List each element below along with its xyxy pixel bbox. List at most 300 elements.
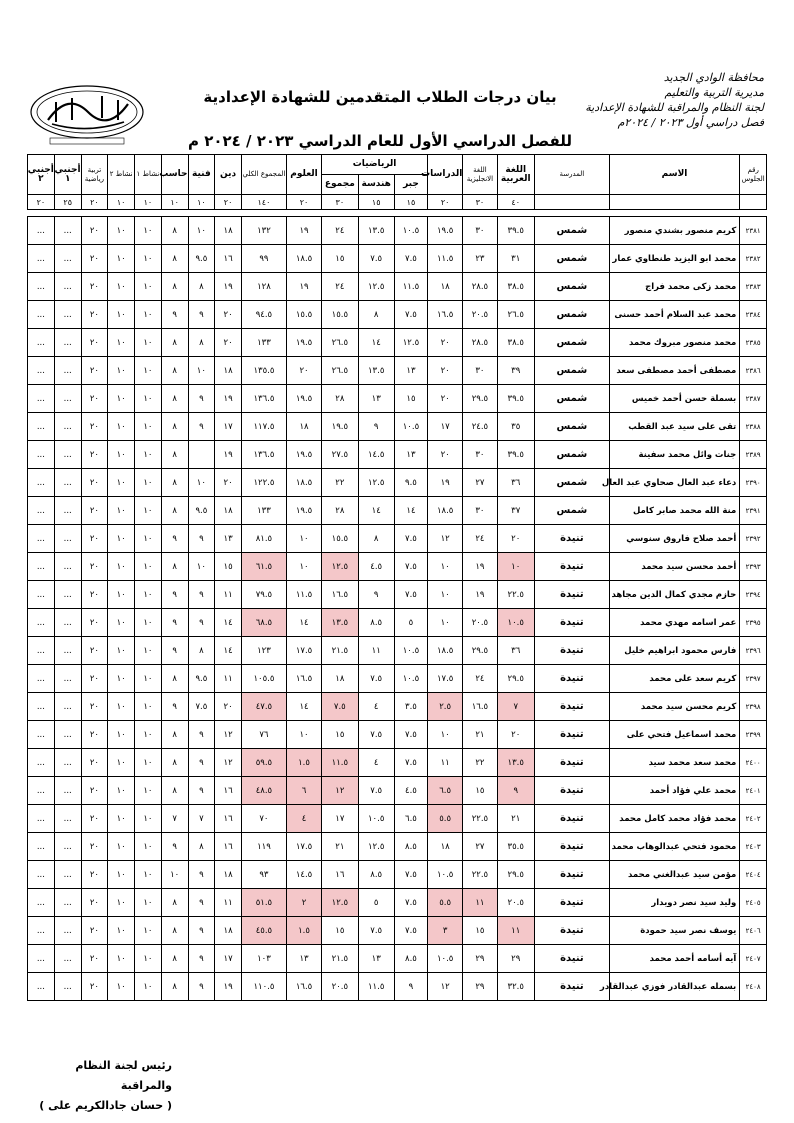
score-cell: ١٠ [135, 805, 162, 833]
score-cell: ... [54, 553, 81, 581]
seat-number-cell: ٢٣٩٨ [740, 693, 767, 721]
score-cell: ١٥ [322, 721, 358, 749]
table-row [28, 805, 767, 833]
table-row [28, 833, 767, 861]
score-cell: ١٦.٥ [286, 973, 321, 1001]
score-cell: ٨ [161, 441, 188, 469]
score-cell: ٢٨ [322, 385, 358, 413]
score-cell: ١٣ [286, 945, 321, 973]
score-cell: ... [28, 693, 55, 721]
student-name-cell: كريم منصور بشندي منصور [609, 217, 739, 245]
score-cell: ١٢.٥ [358, 273, 394, 301]
score-cell: ١٩ [215, 973, 242, 1001]
score-cell: ٧٦ [241, 721, 286, 749]
score-cell: ٢١ [463, 721, 497, 749]
header-math: الرياضيات [322, 155, 428, 175]
student-name-cell: دعاء عبد العال صحاوي عبد العال [609, 469, 739, 497]
score-cell: ٧.٥ [394, 861, 427, 889]
score-cell: ٢٤ [322, 217, 358, 245]
max-score-cell: ٢٠ [28, 195, 55, 210]
score-cell: ... [54, 245, 81, 273]
header-gap [28, 210, 767, 217]
school-cell: تنيدة [534, 973, 609, 1001]
score-cell: ... [54, 721, 81, 749]
score-cell: ٦ [286, 777, 321, 805]
student-name-cell: مؤمن سيد عبدالغني محمد [609, 861, 739, 889]
score-cell: ١٠ [135, 721, 162, 749]
seat-number-cell: ٢٣٩٧ [740, 665, 767, 693]
score-cell: ١٠ [108, 469, 135, 497]
table-row [28, 301, 767, 329]
score-cell: ١١.٥ [394, 273, 427, 301]
score-cell: ١٠ [108, 497, 135, 525]
score-cell: ٩ [188, 945, 215, 973]
score-cell: ٩ [358, 581, 394, 609]
score-cell: ١٠ [135, 329, 162, 357]
score-cell: ١٠ [108, 525, 135, 553]
term-text: فصل دراسي أول ٢٠٢٣ / ٢٠٢٤م [617, 116, 764, 129]
score-cell: ٨ [161, 973, 188, 1001]
score-cell: ٣٦ [497, 469, 534, 497]
header-foreign2: أجنبي ٢ [28, 155, 55, 195]
score-cell: ١٥ [463, 917, 497, 945]
score-cell: ٢٩.٥ [463, 637, 497, 665]
score-cell: ٩ [358, 413, 394, 441]
score-cell: ١١٧.٥ [241, 413, 286, 441]
score-cell: ... [54, 413, 81, 441]
score-cell: ١٤ [394, 497, 427, 525]
student-name-cell: محمد ابو اليزيد طنطاوي عمار [609, 245, 739, 273]
score-cell: ١٨ [215, 217, 242, 245]
table-row [28, 329, 767, 357]
score-cell: ٧٩.٥ [241, 581, 286, 609]
score-cell: ٥١.٥ [241, 889, 286, 917]
score-cell: ١٠ [135, 217, 162, 245]
score-cell: ٢٠ [81, 217, 108, 245]
score-cell: ٣٠ [463, 497, 497, 525]
score-cell: ١٨ [215, 357, 242, 385]
score-cell: ١٠ [108, 861, 135, 889]
score-cell: ١٠ [108, 357, 135, 385]
score-cell: ٢٢ [463, 749, 497, 777]
school-cell: تنيدة [534, 553, 609, 581]
score-cell: ٢٠ [81, 357, 108, 385]
score-cell: ٢٠ [81, 329, 108, 357]
score-cell: ١٠ [135, 245, 162, 273]
score-cell: ٥ [358, 889, 394, 917]
score-cell: ١٠ [497, 553, 534, 581]
score-cell: ٢٠ [81, 721, 108, 749]
score-cell: ١٠ [108, 665, 135, 693]
score-cell: ١٠ [135, 553, 162, 581]
score-cell: ١٩.٥ [286, 441, 321, 469]
score-cell: ٢٨ [322, 497, 358, 525]
score-cell: ٧ [188, 805, 215, 833]
header-name: الاسم [609, 155, 739, 195]
score-cell: ٧.٥ [358, 721, 394, 749]
score-cell: ٢٠ [81, 469, 108, 497]
score-cell: ٧.٥ [358, 665, 394, 693]
table-row [28, 357, 767, 385]
score-cell: ... [28, 245, 55, 273]
score-cell: ١٠ [135, 749, 162, 777]
score-cell: ٩ [188, 385, 215, 413]
school-cell: تنيدة [534, 889, 609, 917]
score-cell: ١١ [497, 917, 534, 945]
score-cell: ١٠ [108, 301, 135, 329]
score-cell: ٢٩ [497, 945, 534, 973]
score-cell: ١٠ [135, 777, 162, 805]
score-cell: ٧.٥ [358, 245, 394, 273]
score-cell: ١٠ [188, 357, 215, 385]
score-cell: ... [54, 665, 81, 693]
student-name-cell: فارس محمود ابراهيم خليل [609, 637, 739, 665]
seat-number-cell: ٢٣٨٤ [740, 301, 767, 329]
score-cell: ٩ [188, 861, 215, 889]
score-cell: ٨.٥ [394, 945, 427, 973]
score-cell: ١٩.٥ [322, 413, 358, 441]
score-cell: ١٨ [215, 917, 242, 945]
score-cell: ٩ [188, 609, 215, 637]
score-cell: ١٤ [286, 693, 321, 721]
score-cell: ٤ [358, 749, 394, 777]
school-cell: شمس [534, 273, 609, 301]
header-school: المدرسة [534, 155, 609, 195]
header-science: العلوم [286, 155, 321, 195]
score-cell: ٤.٥ [358, 553, 394, 581]
student-name-cell: حازم مجدي كمال الدين مجاهد [609, 581, 739, 609]
score-cell: ١٥.٥ [322, 301, 358, 329]
score-cell: ١٧.٥ [286, 637, 321, 665]
score-cell: ١٦ [215, 833, 242, 861]
score-cell: ٢٠ [81, 861, 108, 889]
score-cell: ١١ [463, 889, 497, 917]
score-cell: ١٧.٥ [428, 665, 463, 693]
seat-number-cell: ٢٣٩٦ [740, 637, 767, 665]
school-cell: تنيدة [534, 917, 609, 945]
directorate-text: مديرية التربية والتعليم [664, 86, 764, 99]
seat-number-cell: ٢٣٩٠ [740, 469, 767, 497]
score-cell: ١٠ [135, 469, 162, 497]
score-cell: ١٩ [428, 469, 463, 497]
score-cell: ١٢ [428, 525, 463, 553]
score-cell: ١٠ [108, 329, 135, 357]
score-cell: ٨.٥ [394, 833, 427, 861]
header-foreign1: أجنبي ١ [54, 155, 81, 195]
seat-number-cell: ٢٣٩٥ [740, 609, 767, 637]
score-cell: ١٣٦.٥ [241, 385, 286, 413]
score-cell: ١٠ [428, 721, 463, 749]
student-name-cell: محمد فؤاد محمد كامل محمد [609, 805, 739, 833]
score-cell: ١٠ [135, 525, 162, 553]
student-name-cell: كريم محسن سيد محمد [609, 693, 739, 721]
score-cell: ١٤ [215, 609, 242, 637]
score-cell: ٢٢.٥ [463, 861, 497, 889]
score-cell: ١٣٣ [241, 497, 286, 525]
score-cell: ١٠ [108, 273, 135, 301]
score-cell: ... [54, 385, 81, 413]
score-cell: ... [28, 525, 55, 553]
score-cell: ٨ [161, 749, 188, 777]
school-cell: تنيدة [534, 581, 609, 609]
score-cell: ٥ [394, 609, 427, 637]
score-cell: ١٠ [108, 441, 135, 469]
score-cell: ٩٤.٥ [241, 301, 286, 329]
score-cell: ٥.٥ [428, 889, 463, 917]
committee-text: لجنة النظام والمراقبة للشهادة الإعدادية [585, 101, 764, 114]
score-cell: ١٢٣ [241, 637, 286, 665]
score-cell: ٢٠ [81, 637, 108, 665]
score-cell: ١٨ [215, 497, 242, 525]
score-cell: ... [54, 609, 81, 637]
score-cell: ٢٩ [463, 945, 497, 973]
header-religion: دين [215, 155, 242, 195]
header-geometry: هندسة [358, 175, 394, 195]
seat-number-cell: ٢٤٠٣ [740, 833, 767, 861]
school-cell: تنيدة [534, 721, 609, 749]
score-cell: ١٠ [135, 609, 162, 637]
score-cell: ... [54, 861, 81, 889]
score-cell: ١٤.٥ [286, 861, 321, 889]
score-cell: ٢٠ [81, 693, 108, 721]
score-cell: ١٢ [428, 973, 463, 1001]
score-cell: ٨ [188, 329, 215, 357]
school-cell: تنيدة [534, 693, 609, 721]
score-cell: ١٢ [215, 749, 242, 777]
score-cell: ... [54, 497, 81, 525]
header-math-total: مجموع [322, 175, 358, 195]
score-cell: ٢٠ [81, 609, 108, 637]
student-name-cell: محمد منصور مبروك محمد [609, 329, 739, 357]
score-cell: ١٠ [135, 889, 162, 917]
score-cell: ... [54, 301, 81, 329]
signature-block [22, 1056, 172, 1116]
table-row [28, 917, 767, 945]
score-cell: ١٥.٥ [286, 301, 321, 329]
score-cell: ١٣٥.٥ [241, 357, 286, 385]
score-cell: ... [28, 665, 55, 693]
score-cell: ... [54, 637, 81, 665]
score-cell: ٢٠ [81, 917, 108, 945]
score-cell: ١١.٥ [286, 581, 321, 609]
score-cell: ٤ [358, 693, 394, 721]
score-cell: ١٩ [463, 553, 497, 581]
score-cell: ١٠٥.٥ [241, 665, 286, 693]
score-cell: ... [28, 749, 55, 777]
max-school [534, 195, 609, 210]
score-cell: ٨ [161, 917, 188, 945]
score-cell: ٢٠ [81, 889, 108, 917]
score-cell: ١٨.٥ [286, 245, 321, 273]
score-cell: ١١.٥ [322, 749, 358, 777]
score-cell: ٩ [188, 413, 215, 441]
student-name-cell: عمر اسامه مهدي محمد [609, 609, 739, 637]
score-cell: ٢٠ [286, 357, 321, 385]
score-cell: ... [54, 805, 81, 833]
score-cell: ١٢.٥ [358, 833, 394, 861]
score-cell: ٧.٥ [394, 525, 427, 553]
score-cell: ... [54, 889, 81, 917]
table-row [28, 609, 767, 637]
score-cell: ٤٥.٥ [241, 917, 286, 945]
score-cell: ٧٠ [241, 805, 286, 833]
score-cell: ٢٩.٥ [497, 861, 534, 889]
score-cell: ٢٦.٥ [322, 357, 358, 385]
score-cell: ١٢٢.٥ [241, 469, 286, 497]
score-cell: ٩ [188, 777, 215, 805]
score-cell: ٩ [161, 609, 188, 637]
score-cell: ٢٨.٥ [463, 329, 497, 357]
score-cell: ١٠ [135, 581, 162, 609]
score-cell: ١٠.٥ [428, 945, 463, 973]
score-cell: ٨ [161, 777, 188, 805]
score-cell: ١٠ [108, 245, 135, 273]
score-cell: ... [28, 553, 55, 581]
score-cell: ٨ [161, 217, 188, 245]
score-cell: ٢٠ [215, 693, 242, 721]
score-cell: ... [54, 917, 81, 945]
score-cell: ٩.٥ [188, 665, 215, 693]
score-cell: ... [54, 973, 81, 1001]
school-cell: شمس [534, 357, 609, 385]
score-cell: ١٨ [286, 413, 321, 441]
student-name-cell: محمد اسماعيل فتحي على [609, 721, 739, 749]
score-cell: ٩.٥ [188, 245, 215, 273]
score-cell: ١٣٢ [241, 217, 286, 245]
score-cell: ١٠ [108, 889, 135, 917]
max-score-cell: ٢٠ [215, 195, 242, 210]
score-cell: ٣٥.٥ [497, 833, 534, 861]
score-cell: ١٩ [215, 273, 242, 301]
score-cell: ٢٠ [81, 665, 108, 693]
score-cell: ١٦.٥ [463, 693, 497, 721]
score-cell: ٩ [497, 777, 534, 805]
score-cell: ١٠ [135, 301, 162, 329]
score-cell: ١٠.٥ [497, 609, 534, 637]
score-cell: ٩ [188, 889, 215, 917]
score-cell: ٨.٥ [358, 609, 394, 637]
student-name-cell: تقى على سيد عبد القطب [609, 413, 739, 441]
header-activity2: نشاط ٢ [108, 155, 135, 195]
score-cell: ١٩.٥ [286, 497, 321, 525]
score-cell: ١٠ [135, 917, 162, 945]
school-cell: تنيدة [534, 861, 609, 889]
score-cell: ٢٠ [81, 973, 108, 1001]
score-cell: ١٧ [215, 413, 242, 441]
score-cell: ... [28, 217, 55, 245]
score-cell: ٨ [161, 357, 188, 385]
seat-number-cell: ٢٣٨٧ [740, 385, 767, 413]
table-row [28, 469, 767, 497]
score-cell: ٢٠ [497, 721, 534, 749]
score-cell: ١٣٦.٥ [241, 441, 286, 469]
committee-head-title: رئيس لجنة النظام والمراقبة [75, 1059, 172, 1092]
score-cell: ٢٠.٥ [497, 889, 534, 917]
score-cell: ٣٩ [497, 357, 534, 385]
score-cell: ٢١ [322, 833, 358, 861]
score-cell: ٨ [358, 525, 394, 553]
score-cell: ٢٠ [81, 805, 108, 833]
score-cell: ١٠ [108, 693, 135, 721]
score-cell: ... [54, 749, 81, 777]
score-cell: ٢٦.٥ [497, 301, 534, 329]
score-cell: ٢٠ [215, 329, 242, 357]
score-cell: ١٠ [108, 581, 135, 609]
seat-number-cell: ٢٤٠٦ [740, 917, 767, 945]
max-score-cell: ٣٠ [463, 195, 497, 210]
score-cell: ... [28, 973, 55, 1001]
score-cell: ١٤ [215, 637, 242, 665]
school-cell: تنيدة [534, 749, 609, 777]
student-name-cell: آيه أسامه أحمد محمد [609, 945, 739, 973]
score-cell: ٢٤ [463, 525, 497, 553]
score-cell: ١٤ [358, 329, 394, 357]
header-social: الدراسات [428, 155, 463, 195]
score-cell: ٢٧.٥ [322, 441, 358, 469]
score-cell: ٩ [161, 525, 188, 553]
score-cell: ... [28, 777, 55, 805]
score-cell: ١٠٣ [241, 945, 286, 973]
school-cell: شمس [534, 301, 609, 329]
score-cell: ١٩.٥ [428, 217, 463, 245]
score-cell: ١٧ [215, 945, 242, 973]
school-cell: شمس [534, 497, 609, 525]
score-cell: ١٠ [428, 553, 463, 581]
score-cell: ١٠ [188, 217, 215, 245]
score-cell: ١٦ [322, 861, 358, 889]
score-cell: ١٠.٥ [394, 665, 427, 693]
score-cell: ٢٠ [428, 357, 463, 385]
school-cell: شمس [534, 245, 609, 273]
seat-number-cell: ٢٤٠١ [740, 777, 767, 805]
score-cell: ١٣ [358, 945, 394, 973]
score-cell: ٩ [161, 637, 188, 665]
header-english: اللغة الانجليزية [463, 155, 497, 195]
table-row [28, 217, 767, 245]
seat-number-cell: ٢٣٩٣ [740, 553, 767, 581]
score-cell: ١١.٥ [358, 973, 394, 1001]
score-cell: ١٠ [135, 273, 162, 301]
score-cell: ١٣.٥ [358, 357, 394, 385]
score-cell: ٣٩.٥ [497, 441, 534, 469]
score-cell: ٧.٥ [394, 889, 427, 917]
score-cell: ٩٩ [241, 245, 286, 273]
score-cell: ١١.٥ [428, 245, 463, 273]
score-cell: ١٠ [108, 637, 135, 665]
score-cell: ١٥.٥ [322, 525, 358, 553]
table-row [28, 777, 767, 805]
score-cell: ١١ [215, 889, 242, 917]
score-cell: ١٠ [135, 861, 162, 889]
school-cell: تنيدة [534, 833, 609, 861]
score-cell: ٣٠ [463, 441, 497, 469]
score-cell: ٢٠ [81, 413, 108, 441]
seat-number-cell: ٢٣٨٩ [740, 441, 767, 469]
score-cell: ١٣ [394, 441, 427, 469]
certificate-logo [28, 82, 146, 146]
score-cell: ... [28, 945, 55, 973]
seat-number-cell: ٢٣٩١ [740, 497, 767, 525]
score-cell: ٧.٥ [394, 245, 427, 273]
score-cell: ٨ [161, 329, 188, 357]
score-cell: ٧.٥ [394, 301, 427, 329]
score-cell: ٢٢.٥ [463, 805, 497, 833]
score-cell: ٢٠ [81, 581, 108, 609]
score-cell: ... [28, 329, 55, 357]
score-cell: ١١٠.٥ [241, 973, 286, 1001]
score-cell: ١٣ [358, 385, 394, 413]
seat-number-cell: ٢٣٨١ [740, 217, 767, 245]
